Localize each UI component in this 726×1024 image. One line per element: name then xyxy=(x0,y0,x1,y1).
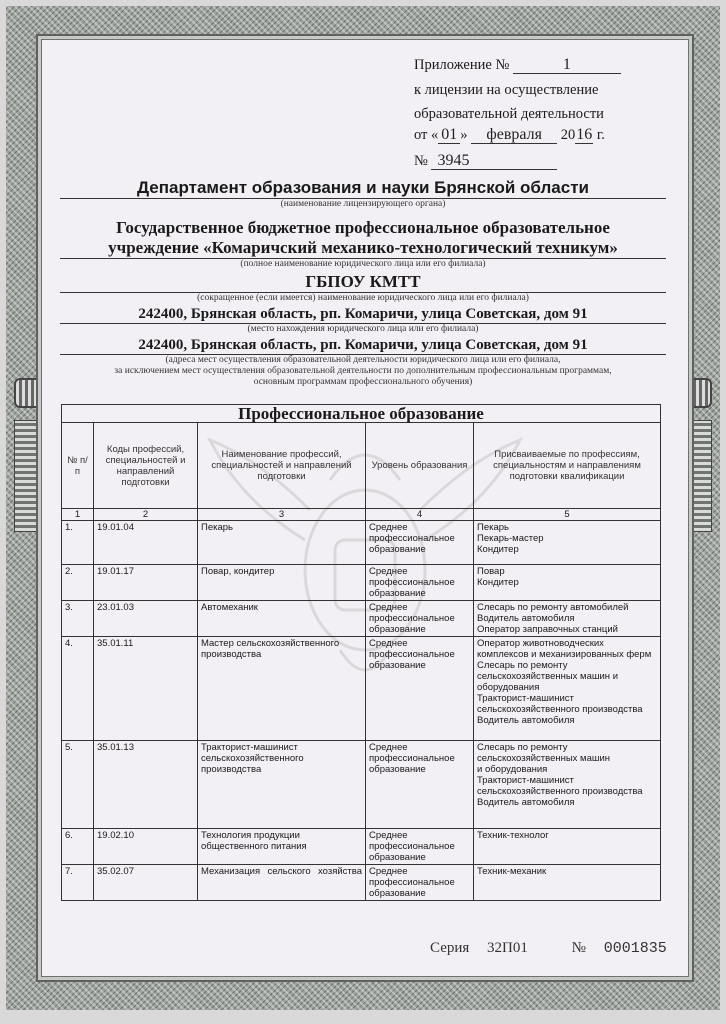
qualification-item: Слесарь по ремонту сельскохозяйственных машин и оборудования xyxy=(477,660,618,693)
row-level: Среднее профессиональное образование xyxy=(366,637,474,741)
row-quals xyxy=(474,521,661,565)
row-num: 4. xyxy=(62,637,94,741)
org-short-name: ГБПОУ КМТТ xyxy=(60,272,666,293)
qualification-item: Слесарь по ремонту автомобилей xyxy=(477,602,629,613)
row-num: 2. xyxy=(62,565,94,601)
series-no-label: № xyxy=(571,940,586,956)
form-number: 0001835 xyxy=(603,940,667,957)
license-line: к лицензии на осуществление xyxy=(414,82,599,98)
org-full-caption: (полное наименование юридического лица или его филиала) xyxy=(240,259,486,269)
row-level: Среднее профессиональное образование xyxy=(366,521,474,565)
activity-caption-3: основным программам профессионального обучения) xyxy=(253,377,473,387)
authority-caption: (наименование лицензирующего органа) xyxy=(280,199,446,209)
row-code: 23.01.03 xyxy=(94,601,198,637)
table-row xyxy=(62,637,661,741)
row-num: 6. xyxy=(62,829,94,865)
qualification-item: Кондитер xyxy=(477,544,519,555)
date-line: от « 01 » февраля 2016 г. xyxy=(414,126,605,143)
row-level: Среднее профессиональное образование xyxy=(366,829,474,865)
row-quals xyxy=(474,637,661,741)
license-no-label: № xyxy=(414,153,428,169)
row-code: 19.01.17 xyxy=(94,565,198,601)
header-codes: Коды профессий, специальностей и направлений подготовки xyxy=(94,423,198,509)
col-number: 5 xyxy=(474,509,661,521)
row-level: Среднее профессиональное образование xyxy=(366,565,474,601)
row-name: Повар, кондитер xyxy=(198,565,366,601)
row-code: 35.02.07 xyxy=(94,865,198,901)
series-label: Серия xyxy=(430,940,470,956)
table-row xyxy=(62,521,661,565)
row-num: 3. xyxy=(62,601,94,637)
qualification-item: Кондитер xyxy=(477,577,519,588)
row-code: 19.02.10 xyxy=(94,829,198,865)
row-name: Тракторист-машинист сельскохозяйственного производства xyxy=(198,741,366,829)
row-quals xyxy=(474,565,661,601)
row-num: 5. xyxy=(62,741,94,829)
row-name: Автомеханик xyxy=(198,601,366,637)
row-level: Среднее профессиональное образование xyxy=(366,601,474,637)
row-quals xyxy=(474,601,661,637)
table-row xyxy=(62,865,661,901)
qualification-item: Тракторист-машинист сельскохозяйственного производства xyxy=(477,693,643,715)
date-day: 01 xyxy=(438,126,460,144)
org-full-name-2: учреждение «Комаричский механико-технологический техникум» xyxy=(60,238,666,259)
table-header-row xyxy=(62,423,661,509)
organization-block xyxy=(60,218,666,388)
activity-line: образовательной деятельности xyxy=(414,106,604,122)
qualification-item: Слесарь по ремонту сельскохозяйственных машин xyxy=(477,742,611,764)
row-name: Пекарь xyxy=(198,521,366,565)
qualification-item: Водитель автомобиля xyxy=(477,613,575,624)
qualification-item: Водитель автомобиля xyxy=(477,715,575,726)
row-num: 1. xyxy=(62,521,94,565)
qualification-item: и оборудования xyxy=(477,764,548,775)
table-title: Профессиональное образование xyxy=(62,405,661,423)
year-prefix: 20 xyxy=(560,127,576,143)
table-row xyxy=(62,741,661,829)
row-name: Технология продукции общественного питания xyxy=(198,829,366,865)
qualification-item: Тракторист-машинист сельскохозяйственного производства xyxy=(477,775,643,797)
col-number: 1 xyxy=(62,509,94,521)
row-quals xyxy=(474,865,661,901)
row-code: 19.01.04 xyxy=(94,521,198,565)
row-level: Среднее профессиональное образование xyxy=(366,741,474,829)
row-quals xyxy=(474,741,661,829)
activity-address: 242400, Брянская область, рп. Комаричи, улица Советская, дом 91 xyxy=(60,337,666,355)
qualification-item: Техник-технолог xyxy=(477,830,549,841)
org-short-caption: (сокращенное (если имеется) наименование юридического лица или его филиала) xyxy=(197,293,529,303)
table-row xyxy=(62,601,661,637)
qualification-item: Техник-механик xyxy=(477,866,547,877)
row-level: Среднее профессиональное образование xyxy=(366,865,474,901)
qualification-item: Пекарь-мастер xyxy=(477,533,544,544)
qualification-item: Оператор животноводческих комплексов и механизированных ферм xyxy=(477,638,652,660)
from-label: от xyxy=(414,127,428,143)
row-name: Мастер сельскохозяйственного производства xyxy=(198,637,366,741)
org-address-caption: (место нахождения юридического лица или его филиала) xyxy=(247,324,479,334)
col-number: 3 xyxy=(198,509,366,521)
activity-caption-1: (адреса мест осуществления образовательной деятельности юридического лица или его филиала, xyxy=(165,355,561,365)
header-num: № п/п xyxy=(62,423,94,509)
qualification-item: Пекарь xyxy=(477,522,509,533)
programs-table xyxy=(61,404,661,901)
license-number-line xyxy=(414,152,624,170)
row-code: 35.01.11 xyxy=(94,637,198,741)
header-level: Уровень образования xyxy=(366,423,474,509)
authority-name: Департамент образования и науки Брянской области xyxy=(60,178,666,199)
org-address: 242400, Брянская область, рп. Комаричи, улица Советская, дом 91 xyxy=(60,306,666,324)
qualification-item: Водитель автомобиля xyxy=(477,797,575,808)
org-full-name-1: Государственное бюджетное профессиональное образовательное xyxy=(116,218,610,237)
year-end: г. xyxy=(596,127,605,143)
license-number: 3945 xyxy=(431,152,557,170)
activity-caption-2: за исключением мест осуществления образовательной деятельности по дополнительным профессиональным программам, xyxy=(114,366,612,376)
appendix-label: Приложение № xyxy=(414,57,510,73)
row-name: Механизация сельского хозяйства xyxy=(198,865,366,901)
table-row xyxy=(62,829,661,865)
header-quals: Присваиваемые по профессиям, специальностям и направлениям подготовки квалификации xyxy=(474,423,661,509)
row-code: 35.01.13 xyxy=(94,741,198,829)
col-number: 4 xyxy=(366,509,474,521)
header-names: Наименование профессий, специальностей и направлений подготовки xyxy=(198,423,366,509)
qualification-item: Оператор заправочных станций xyxy=(477,624,618,635)
appendix-line xyxy=(414,56,624,74)
column-number-row xyxy=(62,509,661,521)
row-num: 7. xyxy=(62,865,94,901)
qualification-item: Повар xyxy=(477,566,505,577)
year-suffix: 16 xyxy=(576,126,593,143)
row-quals xyxy=(474,829,661,865)
col-number: 2 xyxy=(94,509,198,521)
series-line xyxy=(430,940,667,957)
authority-block xyxy=(60,178,666,210)
appendix-number: 1 xyxy=(513,56,621,74)
date-month: февраля xyxy=(471,126,557,144)
table-row xyxy=(62,565,661,601)
series-value: 32П01 xyxy=(487,940,528,956)
